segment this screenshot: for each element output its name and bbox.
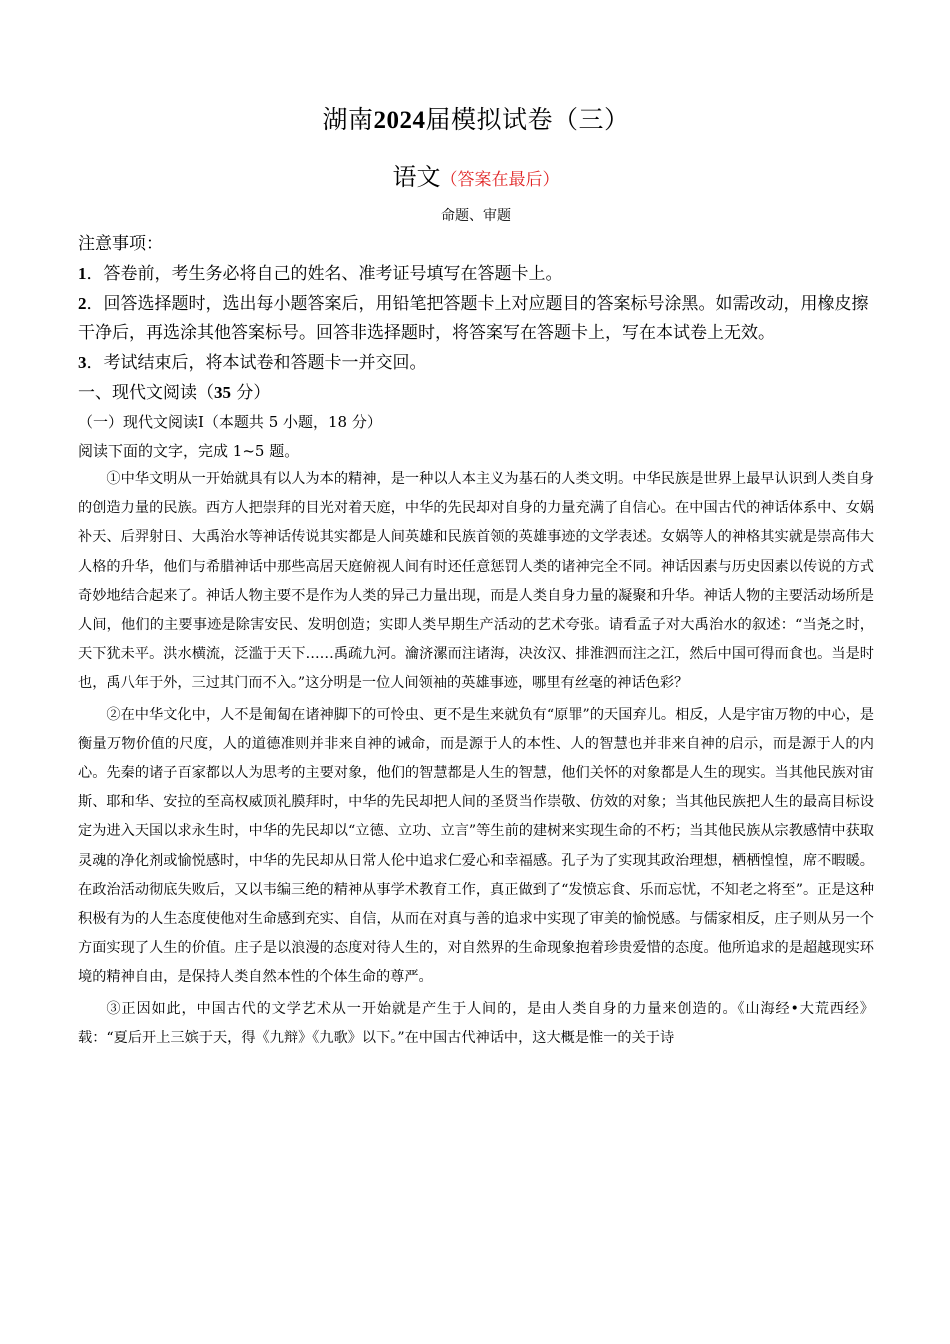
notice-item-text: ．答卷前，考生务必将自己的姓名、准考证号填写在答题卡上。 — [86, 264, 563, 284]
notice-item-number: 2 — [78, 294, 87, 313]
reading-passage — [78, 465, 874, 1053]
section-heading — [78, 378, 874, 408]
notice-item-number: 3 — [78, 353, 87, 372]
notice-item — [78, 289, 874, 348]
author-line: 命题、审题 — [441, 208, 511, 224]
exam-page — [78, 100, 874, 1055]
notice-section — [78, 230, 874, 378]
title-prefix: 湖南 — [322, 105, 374, 134]
notice-item-text: ．回答选择题时，选出每小题答案后，用铅笔把答题卡上对应题目的答案标号涂黑。如需改动，用橡皮擦干净后，再选涂其他答案标号。回答非选择题时，将答案写在答题卡上，写在本试卷上无效。 — [78, 294, 869, 343]
title-year: 2024 — [373, 107, 426, 134]
notice-heading: 注意事项： — [78, 234, 163, 254]
section-score: 35 — [214, 383, 231, 402]
section-heading-suffix: 分） — [231, 383, 271, 403]
title-suffix: 届模拟试卷（三） — [425, 105, 630, 134]
subject-line — [78, 159, 874, 198]
notice-item-text: ．考试结束后，将本试卷和答题卡一并交回。 — [86, 353, 427, 373]
passage-paragraph: ③正因如此，中国古代的文学艺术从一开始就是产生于人间的，是由人类自身的力量来创造的。《山海经•大荒西经》载：“夏后开上三嫔于天，得《九辩》《九歌》以下。”在中国古代神话中，这大概是惟一的关于诗 — [78, 1000, 874, 1046]
notice-item — [78, 259, 874, 289]
passage-paragraph: ②在中华文化中，人不是匍匐在诸神脚下的可怜虫、更不是生来就负有“原罪”的天国弃儿。相反，人是宇宙万物的中心，是衡量万物价值的尺度，人的道德准则并非来自神的诫命，而是源于人的本性、人的智慧也并非来自神的启示，而是源于人的内心。先秦的诸子百家都以人为思考的主要对象，他们的智慧都是人生的智慧，他们关怀的对象都是人生的现实。当其他民族对宙斯、耶和华、安拉的至高权威顶礼膜拜时，中华的先民却把人间的圣贤当作崇敬、仿效的对象；当其他民族把人生的最高目标设定为进入天国以求永生时，中华的先民却以“立德、立功、立言”等生前的建树来实现生命的不朽；当其他民族从宗教感情中获取灵魂的净化剂或愉悦感时，中华的先民却从日常人伦中追求仁爱心和幸福感。孔子为了实现其政治理想，栖栖惶惶，席不暇暖。在政治活动彻底失败后，又以韦编三绝的精神从事学术教育工作，真正做到了“发愤忘食、乐而忘忧，不知老之将至”。正是这种积极有为的人生态度使他对生命感到充实、自信，从而在对真与善的追求中实现了审美的愉悦感。与儒家相反，庄子则从另一个方面实现了人生的价值。庄子是以浪漫的态度对待人生的，对自然界的生命现象抱着珍贵爱惜的态度。他所追求的是超越现实环境的精神自由，是保持人类自然本性的个体生命的尊严。 — [78, 706, 874, 986]
passage-paragraph: ①中华文明从一开始就具有以人为本的精神，是一种以人本主义为基石的人类文明。中华民族是世界上最早认识到人类自身的创造力量的民族。西方人把崇拜的目光对着天庭，中华的先民却对自身的力量充满了自信心。在中国古代的神话体系中、女娲补天、后羿射日、大禹治水等神话传说其实都是人间英雄和民族首领的英雄事迹的文学表述。女娲等人的神格其实就是崇高伟大人格的升华，他们与希腊神话中那些高居天庭俯视人间有时还任意惩罚人类的诸神完全不同。神话因素与历史因素以传说的方式奇妙地结合起来了。神话人物主要不是作为人类的异己力量出现，而是人类自身力量的凝聚和升华。神话人物的主要活动场所是人间，他们的主要事迹是除害安民、发明创造；实即人类早期生产活动的艺术夸张。请看孟子对大禹治水的叙述：“当尧之时，天下犹未平。洪水横流，泛滥于天下……禹疏九河。瀹济漯而注诸海，决汝汉、排淮泗而注之江，然后中国可得而食也。当是时也，禹八年于外，三过其门而不入。”这分明是一位人间领袖的英雄事迹，哪里有丝毫的神话色彩？ — [78, 471, 874, 692]
exam-title — [78, 100, 874, 141]
answer-note: （答案在最后） — [440, 170, 560, 190]
notice-item-number: 1 — [78, 264, 87, 283]
section-heading-prefix: 一、现代文阅读（ — [78, 383, 214, 403]
subject-name: 语文 — [392, 163, 441, 191]
notice-item — [78, 348, 874, 378]
subsection-heading: （一）现代文阅读Ⅰ（本题共 5 小题，18 分） — [78, 413, 382, 431]
reading-instruction: 阅读下面的文字，完成 1~5 题。 — [78, 442, 300, 460]
